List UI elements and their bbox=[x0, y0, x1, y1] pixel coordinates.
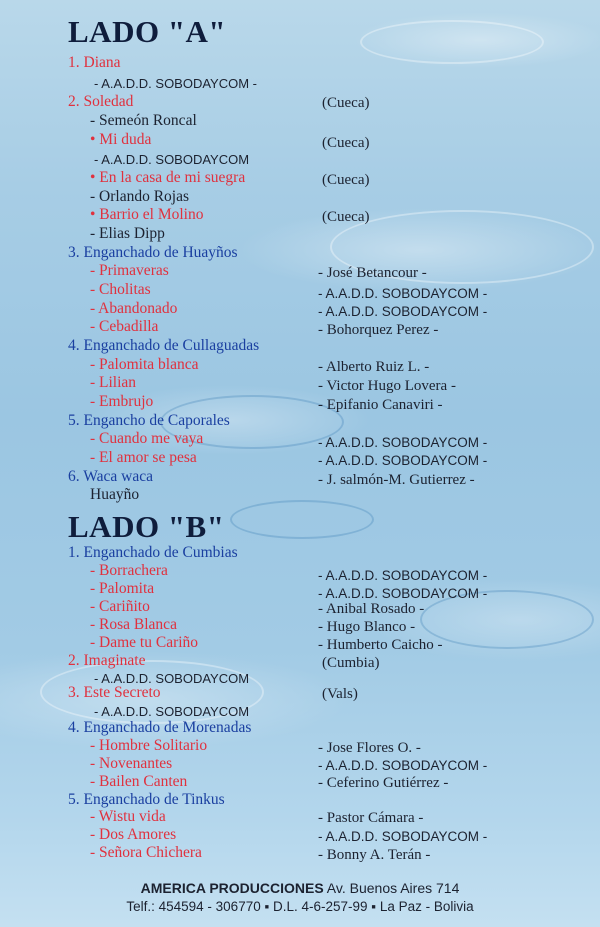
side_a-credit-line: (Cueca) bbox=[322, 209, 370, 225]
side_a-track-line: • Mi duda bbox=[90, 131, 152, 148]
side_a-track-line: 2. Soledad bbox=[68, 93, 134, 110]
side_b-credit-line: - A.A.D.D. SOBODAYCOM - bbox=[318, 758, 488, 773]
side_b-track-line: - Cariñito bbox=[90, 598, 150, 615]
side_b-track-line: - Palomita bbox=[90, 580, 155, 597]
side_a-track-line: - Palomita blanca bbox=[90, 356, 199, 373]
side_b-credit-line: - Jose Flores O. - bbox=[318, 740, 421, 756]
side_a-track-line: - Cebadilla bbox=[90, 318, 159, 335]
side_b-track-line: - Novenantes bbox=[90, 755, 173, 772]
side_a-credit-line: - A.A.D.D. SOBODAYCOM - bbox=[318, 453, 488, 468]
side_a-credit-line: - Epifanio Canaviri - bbox=[318, 397, 443, 413]
publisher-address: Av. Buenos Aires 714 bbox=[326, 880, 460, 896]
side_a-track-line: - Elias Dipp bbox=[90, 225, 165, 242]
side_b-credit-line: - Bonny A. Terán - bbox=[318, 847, 431, 863]
side_b-track-line: - A.A.D.D. SOBODAYCOM bbox=[94, 704, 250, 719]
side_a-track-line: 1. Diana bbox=[68, 54, 121, 71]
side_a-credit-line: - José Betancour - bbox=[318, 265, 427, 281]
side_b-track-line: - Dos Amores bbox=[90, 826, 177, 843]
side_a-track-line: - A.A.D.D. SOBODAYCOM - bbox=[94, 76, 258, 91]
side_a-track-line: - Semeón Roncal bbox=[90, 112, 197, 129]
side_b-track-line: 4. Enganchado de Morenadas bbox=[68, 719, 252, 736]
water-ripple bbox=[230, 500, 374, 539]
side_b-credit-line: - Hugo Blanco - bbox=[318, 619, 416, 635]
side_b-track-line: 5. Enganchado de Tinkus bbox=[68, 791, 225, 808]
side_b-track-line: - Rosa Blanca bbox=[90, 616, 177, 633]
side_a-track-line: Huayño bbox=[90, 486, 140, 503]
side_b-track-line: - Borrachera bbox=[90, 562, 168, 579]
side_a-track-line: - Embrujo bbox=[90, 393, 154, 410]
side_b-credit-line: - Humberto Caicho - bbox=[318, 637, 443, 653]
side_a-track-line: - Cholitas bbox=[90, 281, 151, 298]
side_b-credit-line: (Vals) bbox=[322, 686, 358, 702]
side_a-track-line: 3. Enganchado de Huayños bbox=[68, 244, 238, 261]
side_a-track-line: - Orlando Rojas bbox=[90, 188, 190, 205]
side_b-credit-line: - A.A.D.D. SOBODAYCOM - bbox=[318, 568, 488, 583]
side_a-credit-line: - Alberto Ruiz L. - bbox=[318, 359, 430, 375]
side_a-credit-line: - J. salmón-M. Gutierrez - bbox=[318, 472, 475, 488]
side_b-track-line: - Wistu vida bbox=[90, 808, 166, 825]
side-a-heading: LADO "A" bbox=[68, 14, 227, 49]
side_a-credit-line: (Cueca) bbox=[322, 172, 370, 188]
side_b-track-line: 2. Imaginate bbox=[68, 652, 146, 669]
side_a-track-line: • Barrio el Molino bbox=[90, 206, 204, 223]
side_a-track-line: - Primaveras bbox=[90, 262, 169, 279]
side_a-track-line: - Lilian bbox=[90, 374, 137, 391]
side-b-heading: LADO "B" bbox=[68, 509, 225, 544]
side_b-credit-line: - A.A.D.D. SOBODAYCOM - bbox=[318, 829, 488, 844]
side_a-track-line: • En la casa de mi suegra bbox=[90, 169, 246, 186]
side_a-credit-line: (Cueca) bbox=[322, 135, 370, 151]
side_a-credit-line: - A.A.D.D. SOBODAYCOM - bbox=[318, 286, 488, 301]
side_b-track-line: - Dame tu Cariño bbox=[90, 634, 199, 651]
publisher-footer bbox=[0, 880, 600, 914]
side_a-credit-line: - A.A.D.D. SOBODAYCOM - bbox=[318, 304, 488, 319]
side_a-track-line: - El amor se pesa bbox=[90, 449, 197, 466]
side_a-track-line: 6. Waca waca bbox=[68, 468, 153, 485]
side_b-credit-line: - Pastor Cámara - bbox=[318, 810, 424, 826]
side_b-track-line: - Señora Chichera bbox=[90, 844, 202, 861]
side_b-track-line: 1. Enganchado de Cumbias bbox=[68, 544, 238, 561]
side_a-credit-line: - Victor Hugo Lovera - bbox=[318, 378, 456, 394]
side_a-track-line: 4. Enganchado de Cullaguadas bbox=[68, 337, 260, 354]
side_a-track-line: - Abandonado bbox=[90, 300, 178, 317]
side_b-track-line: - A.A.D.D. SOBODAYCOM bbox=[94, 671, 250, 686]
side_b-credit-line: - Anibal Rosado - bbox=[318, 601, 425, 617]
side_b-credit-line: (Cumbia) bbox=[322, 655, 380, 671]
side_b-credit-line: - Ceferino Gutiérrez - bbox=[318, 775, 449, 791]
side_a-track-line: - A.A.D.D. SOBODAYCOM bbox=[94, 152, 250, 167]
side_b-track-line: - Hombre Solitario bbox=[90, 737, 208, 754]
water-ripple bbox=[360, 20, 544, 64]
side_b-credit-line: - A.A.D.D. SOBODAYCOM - bbox=[318, 586, 488, 601]
publisher-contact: Telf.: 454594 - 306770 ▪ D.L. 4-6-257-99 ▪ La Paz - Bolivia bbox=[126, 899, 474, 914]
side_a-credit-line: (Cueca) bbox=[322, 95, 370, 111]
side_b-track-line: - Bailen Canten bbox=[90, 773, 188, 790]
side_a-track-line: - Cuando me vaya bbox=[90, 430, 204, 447]
side_a-track-line: 5. Engancho de Caporales bbox=[68, 412, 230, 429]
side_b-track-line: 3. Este Secreto bbox=[68, 684, 161, 701]
side_a-credit-line: - Bohorquez Perez - bbox=[318, 322, 439, 338]
side_a-credit-line: - A.A.D.D. SOBODAYCOM - bbox=[318, 435, 488, 450]
publisher-name: AMERICA PRODUCCIONES bbox=[140, 880, 324, 896]
